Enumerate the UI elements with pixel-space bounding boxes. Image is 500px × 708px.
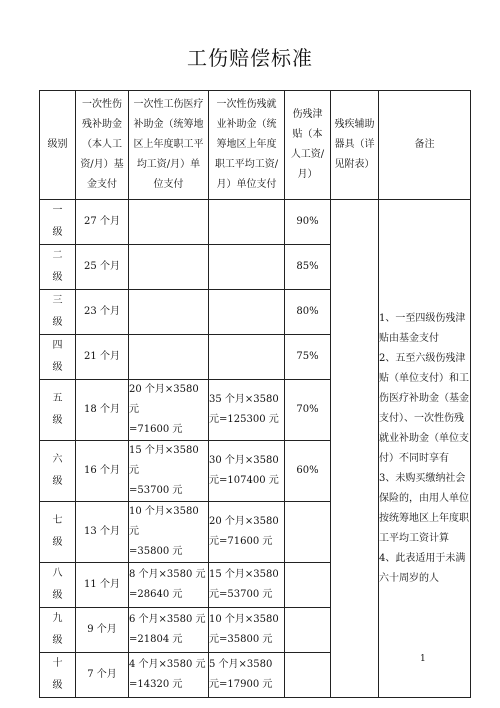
medical-cell (129, 290, 209, 335)
lump-sum-cell: 18 个月 (76, 380, 129, 441)
allowance-cell: 80% (285, 290, 331, 335)
note-item: 1、一至四级伤残津贴由基金支付 (379, 312, 466, 344)
lump-sum-cell: 16 个月 (76, 441, 129, 502)
level-cell: 五 级 (40, 380, 76, 441)
table-row (40, 200, 471, 245)
employment-cell: 10 个月×3580 元=35800 元 (209, 608, 285, 653)
header-lump-sum: 一次性伤残补助金（本人工资/月）基金支付 (76, 91, 129, 200)
compensation-table (39, 90, 471, 698)
lump-sum-cell: 27 个月 (76, 200, 129, 245)
allowance-cell: 90% (285, 200, 331, 245)
employment-cell: 5 个月×3580 元=17900 元 (209, 653, 285, 698)
allowance-cell: 75% (285, 335, 331, 380)
medical-cell: 6 个月×3580 元 =21804 元 (129, 608, 209, 653)
medical-cell: 4 个月×3580 元 =14320 元 (129, 653, 209, 698)
allowance-cell (285, 608, 331, 653)
medical-cell (129, 335, 209, 380)
table-header-row (40, 91, 471, 200)
note-item: 3、未购买缴纳社会保险的，由用人单位按统筹地区上年度职工平均工资计算 (379, 472, 469, 544)
note-item: 2、五至六级伤残津贴（单位支付）和工伤医疗补助金（基金支付）、一次性伤残就业补助金（单位支付）不同时享有 (379, 352, 469, 464)
allowance-cell (285, 502, 331, 563)
employment-cell: 35 个月×3580 元=125300 元 (209, 380, 285, 441)
header-medical-subsidy: 一次性工伤医疗补助金（统筹地区上年度职工平均工资/月）单位支付 (129, 91, 209, 200)
employment-cell (209, 200, 285, 245)
employment-cell (209, 335, 285, 380)
lump-sum-cell: 9 个月 (76, 608, 129, 653)
header-assistive-devices: 残疾辅助器具（详见附表） (331, 91, 379, 200)
header-level: 级别 (40, 91, 76, 200)
header-disability-allowance: 伤残津贴（本人工资/月） (285, 91, 331, 200)
medical-cell: 10 个月×3580 元 =35800 元 (129, 502, 209, 563)
medical-cell: 8 个月×3580 元 =28640 元 (129, 563, 209, 608)
level-cell: 二 级 (40, 245, 76, 290)
allowance-cell (285, 653, 331, 698)
level-cell: 一 级 (40, 200, 76, 245)
level-cell: 七 级 (40, 502, 76, 563)
employment-cell: 20 个月×3580 元=71600 元 (209, 502, 285, 563)
lump-sum-cell: 11 个月 (76, 563, 129, 608)
allowance-cell: 85% (285, 245, 331, 290)
medical-cell (129, 245, 209, 290)
lump-sum-cell: 23 个月 (76, 290, 129, 335)
employment-cell: 30 个月×3580 元=107400 元 (209, 441, 285, 502)
page-number: 1 (420, 654, 426, 664)
level-cell: 十 级 (40, 653, 76, 698)
header-notes: 备注 (379, 91, 471, 200)
lump-sum-cell: 25 个月 (76, 245, 129, 290)
lump-sum-cell: 21 个月 (76, 335, 129, 380)
level-cell: 六 级 (40, 441, 76, 502)
employment-cell: 15 个月×3580 元=53700 元 (209, 563, 285, 608)
lump-sum-cell: 13 个月 (76, 502, 129, 563)
allowance-cell: 60% (285, 441, 331, 502)
level-cell: 九 级 (40, 608, 76, 653)
notes-cell (379, 200, 471, 698)
medical-cell: 15 个月×3580 元 =53700 元 (129, 441, 209, 502)
page-title: 工伤赔偿标准 (187, 46, 313, 70)
level-cell: 四 级 (40, 335, 76, 380)
allowance-cell: 70% (285, 380, 331, 441)
employment-cell (209, 290, 285, 335)
lump-sum-cell: 7 个月 (76, 653, 129, 698)
medical-cell (129, 200, 209, 245)
note-item: 4、此表适用于未满六十周岁的人 (379, 552, 466, 584)
level-cell: 八 级 (40, 563, 76, 608)
employment-cell (209, 245, 285, 290)
medical-cell: 20 个月×3580 元 =71600 元 (129, 380, 209, 441)
assistive-devices-cell (331, 200, 379, 698)
allowance-cell (285, 563, 331, 608)
level-cell: 三 级 (40, 290, 76, 335)
header-employment-subsidy: 一次性伤残就业补助金（统筹地区上年度职工平均工资/月）单位支付 (209, 91, 285, 200)
